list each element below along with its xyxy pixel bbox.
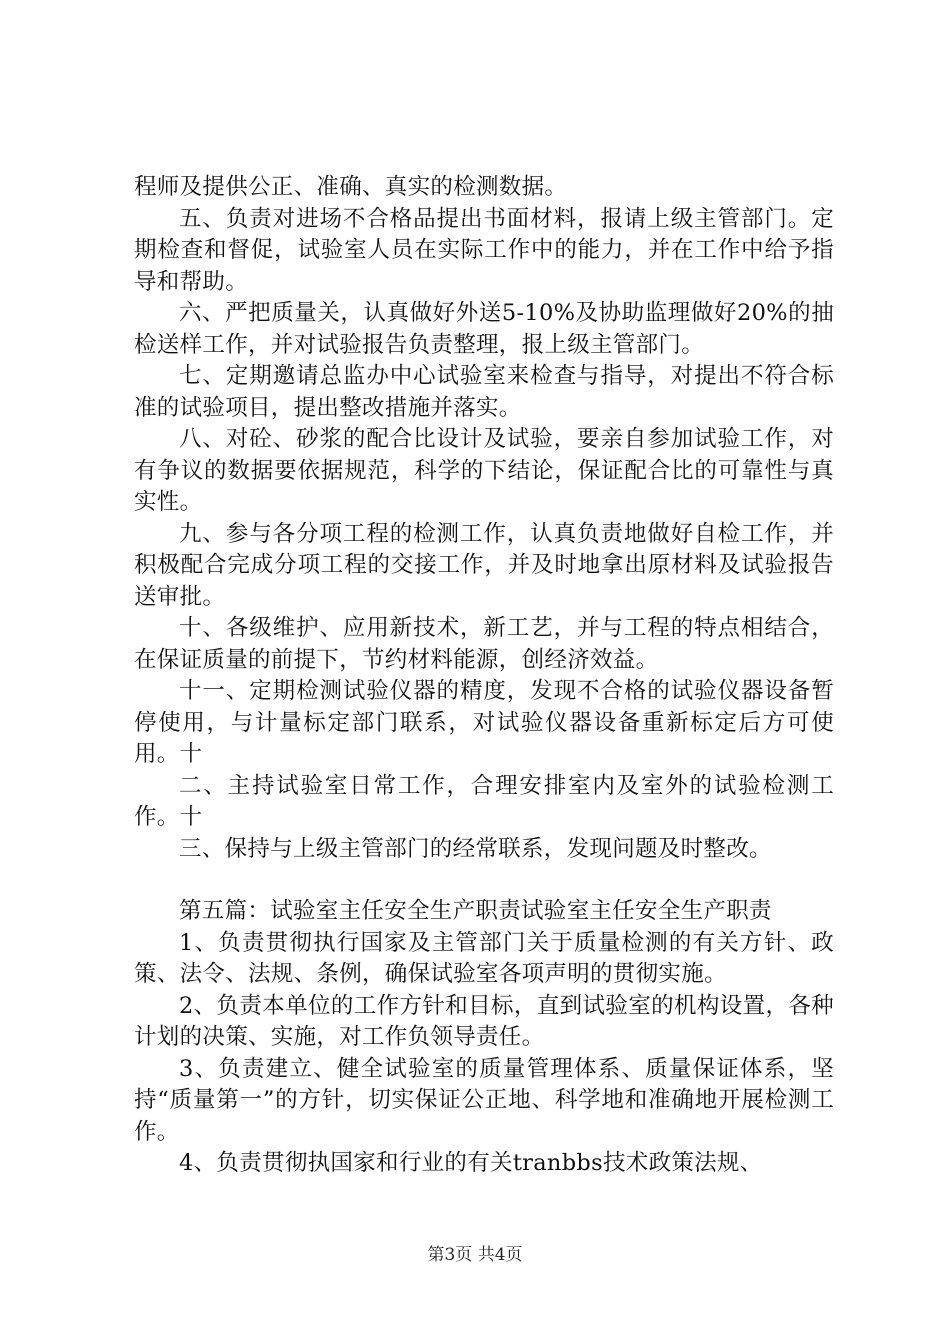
document-body [134, 172, 834, 1180]
paragraph-item-9: 九、参与各分项工程的检测工作，认真负责地做好自检工作，并积极配合完成分项工程的交接工作，并及时地拿出原材料及试验报告送审批。 [134, 520, 834, 610]
paragraph-duty-3: 3、负责建立、健全试验室的质量管理体系、质量保证体系，坚持“质量第一”的方针，切实保证公正地、科学地和准确地开展检测工作。 [134, 1055, 834, 1145]
paragraph-item-13: 三、保持与上级主管部门的经常联系，发现问题及时整改。 [179, 835, 772, 862]
paragraph-item-7: 七、定期邀请总监办中心试验室来检查与指导，对提出不符合标准的试验项目，提出整改措施并落实。 [134, 363, 834, 421]
paragraph-continuation: 程师及提供公正、准确、真实的检测数据。 [134, 174, 568, 200]
page-footer [0, 1240, 950, 1265]
paragraph-item-11: 十一、定期检测试验仪器的精度，发现不合格的试验仪器设备暂停使用，与计量标定部门联系，对试验仪器设备重新标定后方可使用。十 [134, 678, 834, 767]
section-heading: 第五篇：试验室主任安全生产职责试验室主任安全生产职责 [179, 898, 772, 924]
paragraph-duty-4: 4、负责贯彻执国家和行业的有关tranbbs技术政策法规、 [179, 1150, 763, 1176]
paragraph-item-5: 五、负责对进场不合格品提出书面材料，报请上级主管部门。定期检查和督促，试验室人员在实际工作中的能力，并在工作中给予指导和帮助。 [134, 205, 834, 295]
paragraph-item-8: 八、对砼、砂浆的配合比设计及试验，要亲自参加试验工作，对有争议的数据要依据规范，科学的下结论，保证配合比的可靠性与真实性。 [134, 426, 834, 515]
paragraph-item-10: 十、各级维护、应用新技术，新工艺，并与工程的特点相结合，在保证质量的前提下，节约材料能源，创经济效益。 [134, 615, 834, 673]
paragraph-duty-1: 1、负责贯彻执行国家及主管部门关于质量检测的有关方针、政策、法令、法规、条例，确保试验室各项声明的贯彻实施。 [134, 929, 834, 987]
page-number-label: 第3页 共4页 [427, 1245, 523, 1265]
paragraph-item-6: 六、严把质量关，认真做好外送5-10%及协助监理做好20%的抽检送样工作，并对试验报告负责整理，报上级主管部门。 [134, 300, 834, 358]
paragraph-duty-2: 2、负责本单位的工作方针和目标，直到试验室的机构设置，各种计划的决策、实施，对工作负领导责任。 [134, 992, 834, 1050]
paragraph-item-12: 二、主持试验室日常工作，合理安排室内及室外的试验检测工作。十 [134, 772, 834, 830]
